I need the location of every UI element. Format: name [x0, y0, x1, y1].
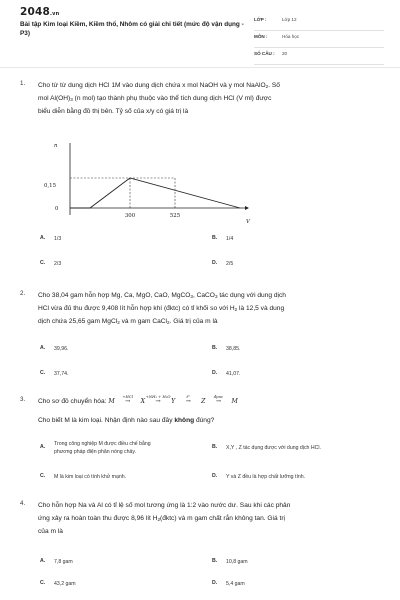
meta-count: [254, 51, 384, 65]
question-text: [38, 500, 390, 538]
subscript: 3: [70, 96, 73, 102]
question-text: [38, 396, 390, 428]
text-run: dịch chứa 25,65 gam MgCl: [38, 317, 118, 325]
option-letter: D.: [212, 580, 218, 586]
y-tick-label-015: 0,15: [44, 183, 57, 189]
question-line: của m là: [38, 527, 63, 535]
logo-suffix: .vn: [50, 11, 60, 17]
emphasis-text: không: [174, 416, 195, 424]
text-run: tác dụng với dung dịch: [217, 292, 286, 299]
text-run: . Giá trị của m là: [169, 317, 218, 325]
option-text: 1/3: [54, 236, 62, 242]
option-text: 2/3: [54, 261, 62, 267]
subscript: 2: [117, 319, 120, 325]
question-line: [38, 415, 390, 428]
option-letter: C.: [40, 370, 46, 376]
subscript: 3: [214, 294, 218, 299]
x-tick-label-525: 525: [169, 213, 181, 219]
option-letter: A.: [40, 345, 46, 351]
text-run: Cho 38,04 gam hỗn hợp Mg, Ca, MgO, CaO, MgCO: [38, 292, 191, 299]
option-text: Y và Z đều là hợp chất lưỡng tính.: [226, 474, 306, 480]
text-run: . Số: [268, 82, 280, 89]
option-text: 5,4 gam: [226, 581, 245, 587]
option-text: X,Y , Z tác dụng được với dung dịch HCl.: [226, 445, 321, 451]
logo-text: 2048: [20, 6, 51, 18]
option-text: 37,74.: [54, 371, 69, 377]
option-text: 38,85.: [226, 346, 241, 352]
option-text: M là kim loại có tính khử mạnh.: [54, 474, 127, 480]
text-run: Cho biết M là kim loại. Nhận định nào sau đây: [38, 416, 175, 424]
question-line: [38, 316, 390, 329]
reaction-scheme: [108, 394, 238, 405]
question-line: [38, 303, 390, 316]
option-letter: A.: [40, 235, 46, 241]
question-line: Cho hỗn hợp Na và Al có tỉ lệ số mol tương ứng là 1:2 vào nước dư. Sau khi các phản: [38, 502, 291, 509]
option-letter: C.: [40, 260, 46, 266]
question-text: [38, 290, 390, 328]
question-line: [38, 93, 390, 106]
option-letter: C.: [40, 473, 46, 479]
text-run: Cho sơ đồ chuyển hóa:: [38, 398, 109, 405]
subscript: 2: [167, 319, 170, 325]
question-line: [38, 290, 390, 303]
option-letter: A.: [40, 558, 46, 564]
option-text: 41,07.: [226, 371, 241, 377]
arrow-icon: → t°: [175, 396, 201, 409]
question-text: [38, 80, 390, 118]
subscript: 2: [157, 516, 161, 522]
x-axis-label: V: [246, 219, 250, 225]
option-letter: D.: [212, 370, 218, 376]
option-text: 1/4: [226, 236, 234, 242]
species: M: [231, 398, 238, 405]
option-text: 2/5: [226, 261, 234, 267]
meta-class: [254, 17, 384, 31]
text-run: (đktc) và m gam chất rắn không tan. Giá trị: [160, 514, 285, 522]
meta-subject: [254, 34, 384, 48]
text-run: và m gam CaCl: [119, 317, 168, 325]
page-header: [0, 0, 400, 62]
option-letter: D.: [212, 260, 218, 266]
arrow-label: +HCl: [122, 394, 133, 399]
subscript: 2: [234, 306, 238, 312]
text-run: ứng xảy ra hoàn toàn thu được 8,96 lít H: [38, 514, 158, 522]
meta-count-value: 20: [282, 51, 288, 56]
option-letter: B.: [212, 444, 218, 450]
arrow-label: t°: [186, 394, 190, 399]
meta-subject-value: Hóa học: [282, 34, 300, 39]
option-letter: B.: [212, 558, 218, 564]
arrow-icon: → +NH₃ + H₂O: [145, 396, 171, 409]
document-title: Bài tập Kim loại Kiềm, Kiềm thổ, Nhôm có giải chi tiết (mức độ vận dụng - P3): [20, 21, 244, 37]
document-meta: [254, 14, 384, 65]
series-line: [70, 178, 240, 208]
y-axis-label: n: [54, 143, 58, 149]
text-run: Cho từ từ dung dịch HCl 1M vào dung dịch chứa x mol NaOH và y mol NaAlO: [38, 82, 266, 89]
meta-class-label: LỚP :: [254, 17, 267, 22]
subscript: 3: [190, 294, 193, 299]
species: Z: [201, 398, 206, 405]
text-run: HCl vừa đủ thu được 9,408 lít hỗn hợp khí (đktc) có tỉ khối so với H: [38, 304, 235, 312]
text-run: là 12,5 và dung: [237, 304, 285, 312]
meta-subject-label: MÔN :: [254, 34, 268, 39]
species: Y: [171, 398, 176, 405]
question-line: [38, 396, 390, 409]
x-tick-label-300: 300: [124, 213, 136, 219]
option-text: 43,2 gam: [54, 581, 76, 587]
arrow-icon: → đpnc: [205, 396, 231, 409]
option-letter: A.: [40, 444, 46, 450]
option-text: Trong công nghiệp M được điều chế bằng phương pháp điện phân nóng chảy.: [54, 441, 151, 455]
x-axis-arrow: [245, 206, 249, 210]
text-run: mol Al(OH): [38, 94, 71, 102]
text-run: đúng?: [194, 416, 215, 424]
meta-class-value: Lớp 12: [282, 17, 297, 22]
subscript: 2: [265, 84, 269, 89]
option-letter: B.: [212, 235, 218, 241]
question-number: 2.: [20, 290, 26, 297]
question-number: 4.: [20, 500, 26, 507]
aloh3-chart: [40, 135, 260, 225]
text-run: , CaCO: [192, 292, 215, 299]
species: M: [108, 398, 115, 405]
question-line: [38, 513, 390, 526]
question-number: 1.: [20, 80, 26, 87]
question-line: biểu diễn bằng đồ thị bên. Tỷ số của x/y có giá trị là: [38, 107, 189, 115]
option-text: 10,8 gam: [226, 559, 248, 565]
option-letter: C.: [40, 580, 46, 586]
option-text: 39,96.: [54, 346, 69, 352]
text-run: (n mol) tạo thành phụ thuộc vào thể tích dung dịch HCl (V ml) được: [72, 94, 272, 102]
question-line: [38, 80, 390, 93]
question-number: 3.: [20, 396, 26, 403]
option-text: 7,8 gam: [54, 559, 73, 565]
site-logo[interactable]: [20, 6, 59, 18]
option-letter: D.: [212, 473, 218, 479]
arrow-label: đpnc: [213, 394, 224, 399]
species: X: [140, 398, 146, 405]
y-tick-label-0: 0: [55, 206, 59, 212]
arrow-label: +NH₃ + H₂O: [145, 394, 171, 399]
meta-count-label: SỐ CÂU :: [254, 51, 275, 56]
header-divider: [0, 67, 400, 68]
arrow-icon: → +HCl: [115, 396, 141, 409]
option-letter: B.: [212, 345, 218, 351]
